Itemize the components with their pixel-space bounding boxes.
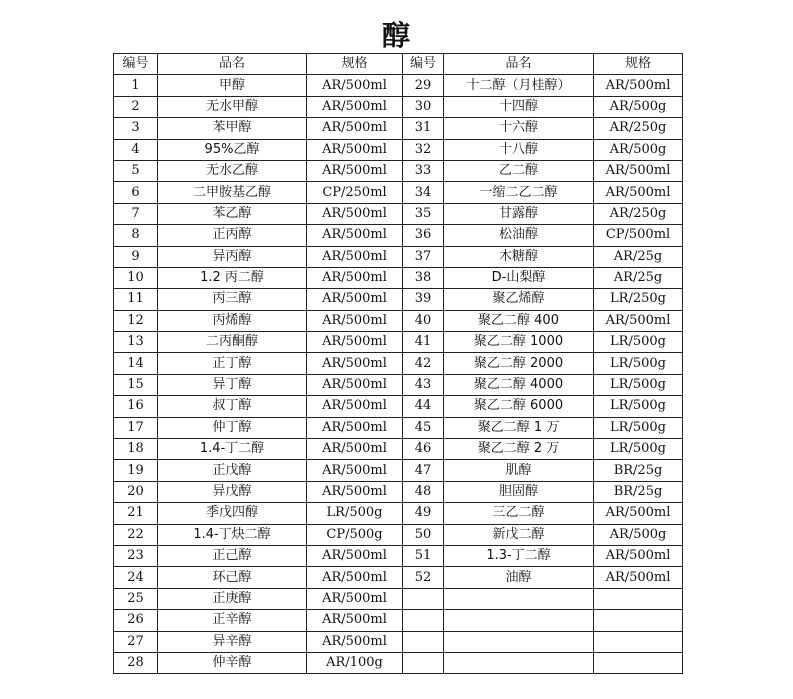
right-spec-cell: LR/500g (594, 417, 683, 438)
left-no-cell: 12 (114, 310, 158, 331)
table-row (114, 96, 683, 117)
left-spec-cell: AR/500ml (307, 481, 403, 502)
left-name-cell: 无水甲醇 (158, 96, 307, 117)
header-no-left: 编号 (114, 54, 158, 75)
right-name-cell: 十四醇 (444, 96, 594, 117)
left-spec-cell: AR/500ml (307, 96, 403, 117)
left-no-cell: 8 (114, 225, 158, 246)
right-name-cell: D-山梨醇 (444, 267, 594, 288)
table-row (114, 182, 683, 203)
left-no-cell: 24 (114, 567, 158, 588)
right-no-cell: 46 (403, 439, 444, 460)
left-no-cell: 27 (114, 631, 158, 652)
right-name-cell: 十二醇（月桂醇） (444, 75, 594, 96)
left-no-cell: 6 (114, 182, 158, 203)
right-no-cell: 29 (403, 75, 444, 96)
right-spec-cell: LR/500g (594, 353, 683, 374)
right-name-cell: 聚乙二醇 1 万 (444, 417, 594, 438)
left-no-cell: 20 (114, 481, 158, 502)
right-no-cell: 34 (403, 182, 444, 203)
right-spec-cell: AR/500ml (594, 182, 683, 203)
table-row (114, 118, 683, 139)
left-no-cell: 2 (114, 96, 158, 117)
left-spec-cell: AR/500ml (307, 246, 403, 267)
right-no-cell: 45 (403, 417, 444, 438)
table-row (114, 396, 683, 417)
right-no-cell: 42 (403, 353, 444, 374)
left-no-cell: 14 (114, 353, 158, 374)
left-no-cell: 4 (114, 139, 158, 160)
left-name-cell: 正己醇 (158, 545, 307, 566)
right-no-cell: 47 (403, 460, 444, 481)
table-row (114, 460, 683, 481)
left-spec-cell: AR/500ml (307, 118, 403, 139)
right-spec-cell: CP/500ml (594, 225, 683, 246)
right-name-cell: 甘露醇 (444, 203, 594, 224)
right-no-cell: 38 (403, 267, 444, 288)
right-spec-cell (594, 588, 683, 609)
left-no-cell: 7 (114, 203, 158, 224)
table-row (114, 139, 683, 160)
left-spec-cell: LR/500g (307, 503, 403, 524)
right-spec-cell: AR/250g (594, 203, 683, 224)
right-name-cell: 一缩二乙二醇 (444, 182, 594, 203)
left-spec-cell: AR/500ml (307, 225, 403, 246)
right-spec-cell: LR/500g (594, 332, 683, 353)
left-spec-cell: AR/500ml (307, 289, 403, 310)
right-no-cell: 36 (403, 225, 444, 246)
table-body (114, 75, 683, 674)
right-name-cell: 新戊二醇 (444, 524, 594, 545)
right-spec-cell: LR/500g (594, 374, 683, 395)
table-row (114, 310, 683, 331)
right-name-cell: 1.3-丁二醇 (444, 545, 594, 566)
left-name-cell: 季戊四醇 (158, 503, 307, 524)
right-name-cell: 胆固醇 (444, 481, 594, 502)
left-no-cell: 19 (114, 460, 158, 481)
left-name-cell: 异丙醇 (158, 246, 307, 267)
right-name-cell: 聚乙二醇 6000 (444, 396, 594, 417)
table-row (114, 353, 683, 374)
right-spec-cell (594, 631, 683, 652)
right-name-cell (444, 652, 594, 673)
left-spec-cell: AR/500ml (307, 631, 403, 652)
table-row (114, 203, 683, 224)
right-no-cell: 30 (403, 96, 444, 117)
left-spec-cell: AR/500ml (307, 310, 403, 331)
left-spec-cell: AR/500ml (307, 139, 403, 160)
right-name-cell: 松油醇 (444, 225, 594, 246)
left-name-cell: 二甲胺基乙醇 (158, 182, 307, 203)
right-no-cell: 32 (403, 139, 444, 160)
right-spec-cell: BR/25g (594, 460, 683, 481)
right-name-cell: 聚乙二醇 4000 (444, 374, 594, 395)
header-no-right: 编号 (403, 54, 444, 75)
right-name-cell: 聚乙二醇 1000 (444, 332, 594, 353)
right-name-cell: 乙二醇 (444, 160, 594, 181)
left-spec-cell: AR/500ml (307, 396, 403, 417)
left-spec-cell: AR/500ml (307, 267, 403, 288)
left-spec-cell: AR/500ml (307, 567, 403, 588)
right-spec-cell: BR/25g (594, 481, 683, 502)
left-spec-cell: AR/100g (307, 652, 403, 673)
header-name-left: 品名 (158, 54, 307, 75)
left-name-cell: 仲丁醇 (158, 417, 307, 438)
right-no-cell: 37 (403, 246, 444, 267)
right-name-cell: 三乙二醇 (444, 503, 594, 524)
right-spec-cell: AR/500ml (594, 75, 683, 96)
page-title: 醇 (381, 19, 411, 52)
table-row (114, 246, 683, 267)
right-no-cell: 44 (403, 396, 444, 417)
right-no-cell: 52 (403, 567, 444, 588)
right-spec-cell (594, 610, 683, 631)
left-no-cell: 26 (114, 610, 158, 631)
right-name-cell: 聚乙二醇 400 (444, 310, 594, 331)
left-no-cell: 17 (114, 417, 158, 438)
table-row (114, 289, 683, 310)
table-row (114, 588, 683, 609)
alcohol-table (113, 53, 683, 674)
right-name-cell: 十六醇 (444, 118, 594, 139)
left-name-cell: 正丁醇 (158, 353, 307, 374)
table-header-row (114, 54, 683, 75)
right-no-cell: 48 (403, 481, 444, 502)
left-no-cell: 22 (114, 524, 158, 545)
right-no-cell (403, 631, 444, 652)
left-name-cell: 1.2 丙二醇 (158, 267, 307, 288)
right-name-cell (444, 588, 594, 609)
right-no-cell: 50 (403, 524, 444, 545)
table-row (114, 75, 683, 96)
left-name-cell: 异戊醇 (158, 481, 307, 502)
right-spec-cell: AR/500ml (594, 545, 683, 566)
right-no-cell: 35 (403, 203, 444, 224)
table-row (114, 374, 683, 395)
left-no-cell: 10 (114, 267, 158, 288)
right-spec-cell: AR/500ml (594, 310, 683, 331)
table-row (114, 545, 683, 566)
left-name-cell: 苯甲醇 (158, 118, 307, 139)
left-spec-cell: CP/500g (307, 524, 403, 545)
left-no-cell: 25 (114, 588, 158, 609)
left-name-cell: 仲辛醇 (158, 652, 307, 673)
left-spec-cell: AR/500ml (307, 332, 403, 353)
left-name-cell: 正戊醇 (158, 460, 307, 481)
left-name-cell: 环己醇 (158, 567, 307, 588)
left-spec-cell: AR/500ml (307, 610, 403, 631)
table-row (114, 267, 683, 288)
left-no-cell: 18 (114, 439, 158, 460)
right-spec-cell: AR/500ml (594, 160, 683, 181)
left-name-cell: 二丙酮醇 (158, 332, 307, 353)
left-no-cell: 13 (114, 332, 158, 353)
left-spec-cell: AR/500ml (307, 160, 403, 181)
header-spec-right: 规格 (594, 54, 683, 75)
left-name-cell: 1.4-丁炔二醇 (158, 524, 307, 545)
left-name-cell: 苯乙醇 (158, 203, 307, 224)
right-spec-cell: LR/500g (594, 439, 683, 460)
right-spec-cell: LR/250g (594, 289, 683, 310)
left-name-cell: 正庚醇 (158, 588, 307, 609)
table-row (114, 610, 683, 631)
table-row (114, 503, 683, 524)
right-spec-cell (594, 652, 683, 673)
right-name-cell: 十八醇 (444, 139, 594, 160)
right-name-cell: 聚乙二醇 2000 (444, 353, 594, 374)
left-name-cell: 无水乙醇 (158, 160, 307, 181)
right-no-cell: 39 (403, 289, 444, 310)
left-spec-cell: AR/500ml (307, 460, 403, 481)
right-no-cell: 40 (403, 310, 444, 331)
right-spec-cell: AR/25g (594, 246, 683, 267)
right-no-cell: 41 (403, 332, 444, 353)
right-spec-cell: AR/500g (594, 96, 683, 117)
left-no-cell: 28 (114, 652, 158, 673)
left-name-cell: 甲醇 (158, 75, 307, 96)
right-spec-cell: AR/25g (594, 267, 683, 288)
right-name-cell: 木糖醇 (444, 246, 594, 267)
table-row (114, 417, 683, 438)
right-no-cell: 31 (403, 118, 444, 139)
right-name-cell: 肌醇 (444, 460, 594, 481)
left-name-cell: 丙三醇 (158, 289, 307, 310)
right-name-cell (444, 631, 594, 652)
left-spec-cell: AR/500ml (307, 588, 403, 609)
left-no-cell: 9 (114, 246, 158, 267)
left-no-cell: 11 (114, 289, 158, 310)
right-name-cell (444, 610, 594, 631)
right-spec-cell: AR/250g (594, 118, 683, 139)
left-no-cell: 15 (114, 374, 158, 395)
left-no-cell: 16 (114, 396, 158, 417)
left-no-cell: 5 (114, 160, 158, 181)
right-spec-cell: AR/500ml (594, 503, 683, 524)
header-name-right: 品名 (444, 54, 594, 75)
left-spec-cell: CP/250ml (307, 182, 403, 203)
right-name-cell: 油醇 (444, 567, 594, 588)
right-spec-cell: AR/500g (594, 524, 683, 545)
right-no-cell (403, 588, 444, 609)
table-row (114, 567, 683, 588)
table-row (114, 652, 683, 673)
left-no-cell: 1 (114, 75, 158, 96)
table-row (114, 225, 683, 246)
left-spec-cell: AR/500ml (307, 374, 403, 395)
left-no-cell: 21 (114, 503, 158, 524)
left-spec-cell: AR/500ml (307, 545, 403, 566)
table-row (114, 439, 683, 460)
left-name-cell: 正丙醇 (158, 225, 307, 246)
left-name-cell: 异丁醇 (158, 374, 307, 395)
left-name-cell: 丙烯醇 (158, 310, 307, 331)
table-row (114, 631, 683, 652)
left-name-cell: 1.4-丁二醇 (158, 439, 307, 460)
right-no-cell (403, 610, 444, 631)
left-no-cell: 23 (114, 545, 158, 566)
right-no-cell (403, 652, 444, 673)
right-no-cell: 43 (403, 374, 444, 395)
left-spec-cell: AR/500ml (307, 353, 403, 374)
left-name-cell: 95%乙醇 (158, 139, 307, 160)
right-no-cell: 51 (403, 545, 444, 566)
left-name-cell: 正辛醇 (158, 610, 307, 631)
left-spec-cell: AR/500ml (307, 203, 403, 224)
left-spec-cell: AR/500ml (307, 417, 403, 438)
right-spec-cell: AR/500ml (594, 567, 683, 588)
header-spec-left: 规格 (307, 54, 403, 75)
left-spec-cell: AR/500ml (307, 75, 403, 96)
table-row (114, 160, 683, 181)
right-spec-cell: AR/500g (594, 139, 683, 160)
left-name-cell: 叔丁醇 (158, 396, 307, 417)
left-no-cell: 3 (114, 118, 158, 139)
table-row (114, 332, 683, 353)
right-name-cell: 聚乙二醇 2 万 (444, 439, 594, 460)
table-row (114, 481, 683, 502)
table-row (114, 524, 683, 545)
left-name-cell: 异辛醇 (158, 631, 307, 652)
right-no-cell: 33 (403, 160, 444, 181)
right-spec-cell: LR/500g (594, 396, 683, 417)
left-spec-cell: AR/500ml (307, 439, 403, 460)
right-name-cell: 聚乙烯醇 (444, 289, 594, 310)
right-no-cell: 49 (403, 503, 444, 524)
